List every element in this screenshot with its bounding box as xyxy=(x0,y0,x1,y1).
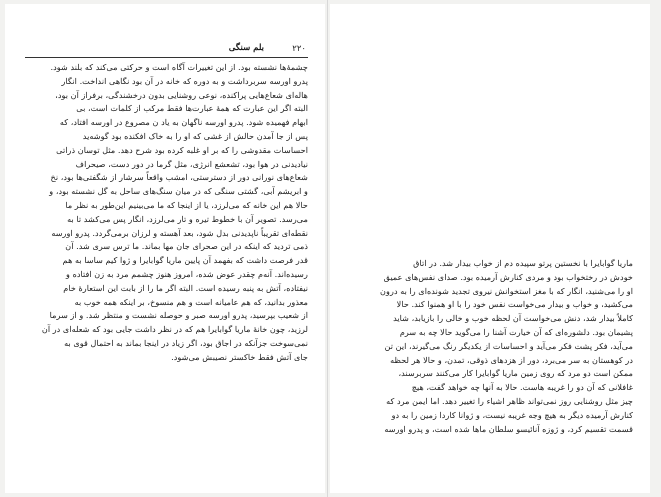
text-line: قدر فرصت داشت که بفهمد آن پایین ماریا گوابایرا و ژوا کیم ساسا به هم xyxy=(62,255,308,266)
text-line: می‌رسد. تصویر آن با خطوط تیره و تار می‌لرزد، انگار پس می‌کشد تا به xyxy=(67,213,308,224)
page-header xyxy=(25,42,308,56)
text-line: در کوهستان به سر می‌برد، دور از هزدهای ذوقی، تمدن، و حالا هر لحظه xyxy=(390,354,633,365)
text-line: خودش در رختخواب بود و مردی کنارش آرمیده بود. صدای نفس‌های عمیق xyxy=(383,271,633,282)
text-line: می‌کشید، و خواب و بیدار می‌خواست نفس خود را با او همنوا کند. حالا xyxy=(396,299,633,310)
text-line: البته اگر این عبارت که همهٔ عبارت‌ها فقط مرکب از کلمات است، بی xyxy=(76,103,308,114)
text-line: پشیمان بود. دلشوره‌ای که آن خیارت آشنا را می‌گوید حالا چه به سرم xyxy=(399,326,633,337)
text-line: معذور بدانید، که هم عامیانه است و هم منسوخ، بر اینکه همه خوب به xyxy=(74,296,308,307)
right-page xyxy=(330,4,650,493)
text-line: احساسات مقدوشی را که بر او غلبه کرده بود شرح دهد. مثل توسان ذراتی xyxy=(56,144,308,155)
text-line: او را می‌شنید، انگار که با مغز استخوانش نیروی تجدید شونده‌ای را به درون xyxy=(380,285,633,296)
text-line: جای آتش فقط خاکستر نصیبش می‌شود. xyxy=(171,351,308,362)
text-line: چیز مثل روشنایی روز نمی‌تواند ظاهر اشیاء را تغییر دهد. اما ایمن مرد که xyxy=(386,395,633,406)
text-line: ابهام فهمیده شود. پدرو اورسه ناگهان به یاد ن مصروع در اورسه افتاد، که xyxy=(59,117,308,128)
text-line: ماریا گوابایرا با نخستین پرتو سپیده دم از خواب بیدار شد. در اتاق xyxy=(413,258,633,268)
text-line: نقطه‌ای تقریباً ناپدیدنی بدل شود، بعد آهسته و لرزان برمی‌گردد. پدرو اورسه xyxy=(51,227,308,238)
running-title: بلم سنگی xyxy=(228,43,264,53)
page-number: ۲۲۰ xyxy=(292,44,306,54)
text-line: ممکن است دو مرد که روی زمین ماریا گوابایرا کار می‌کنند سربرسند، xyxy=(398,368,633,379)
left-page xyxy=(5,4,325,493)
text-line: کاملاً بیدار شد، دنش می‌خواست آن لحظه خوب و خالی را بازیابد، شاید xyxy=(393,313,633,324)
text-line: قسمت تقسیم کرد، و ژوزه آنائیسو سلطان ماها شده است، و پدرو اورسه xyxy=(384,423,633,434)
book-gutter xyxy=(327,0,328,497)
left-page-text xyxy=(25,61,308,365)
text-line: ذمی تردید که اینکه در این صحرای جان مها بماند. ما ترس سری شد. آن xyxy=(65,241,308,252)
text-line: از شعیب بپرسید، پدرو اورسه صبر و حوصله نشست و منتظر شد. و از سرما xyxy=(49,310,308,321)
text-line: غافلانی که آن دو را غریبه هاست. حالا به آنها چه خواهد گفت، هیچ xyxy=(411,382,633,393)
text-line: نیادیدنی در هوا بود، تشعشع انرژی، مثل گرما در دور دست، صیحراف xyxy=(75,158,308,169)
text-line: و ابریشم آبی، گشتی سنگی که در میان سنگ‌های ساحل به گل نشسته بود، و xyxy=(49,186,308,197)
right-page-text xyxy=(350,257,633,436)
text-line: نمی‌سوخت جزآنکه در اجاق بود، اگر زیاد در اینجا بماند به احتمال قوی به xyxy=(64,337,308,348)
text-line: چشمهٔ‌ها نشسته بود. از این تغییرات آگاه است و حرکتی می‌کند که بلند شود. xyxy=(50,62,308,72)
text-line: رسیده‌اند. آنه‌م چقدر عوض شده، امروز هنوز چشمم مرد به زن افتاده و xyxy=(66,268,308,279)
header-rule xyxy=(25,57,308,58)
text-line: شعاع‌های نورانی دور از دسترستی، امشب واقعاً سرشار از شگفتی‌ها بود، نخ xyxy=(50,172,308,183)
text-line: نیفتاده، آتش به پنبه رسیده است. البته اگر ما را از بابت این استعارهٔ خام xyxy=(63,282,308,293)
text-line: کنارش آرمیده دیگر به هیچ وجه غریبه نیست، و ژوانا کاردا زمین را به دو xyxy=(391,409,633,420)
text-line: می‌آید، فکر پشت فکر می‌آید و احساسات از یکدیگر رنگ می‌گیرند، این تن xyxy=(384,340,633,351)
text-line: لرزید، چون خانهٔ ماریا گوابایرا هم که در نظر داشت جایی بود که شعله‌ای در آن xyxy=(41,324,308,335)
text-line: پدرو اورسه سربرداشت و به دوره که خانه در آن بود نگاهی انداخت. انگار xyxy=(61,75,308,86)
text-line: حالا هم این خانه که می‌لرزد، یا از اینجا که ما می‌بینیم این‌طور به نظر ما xyxy=(65,199,308,210)
text-line: پس از جا آمدن حالش از غشی که او را به خاک افکنده بود گوشه‌ید xyxy=(82,130,308,141)
text-line: هاله‌ای شعاع‌هایی پراکنده، نوعی روشنایی بدون درخشندگی، برفراز آن بود، xyxy=(55,89,308,100)
